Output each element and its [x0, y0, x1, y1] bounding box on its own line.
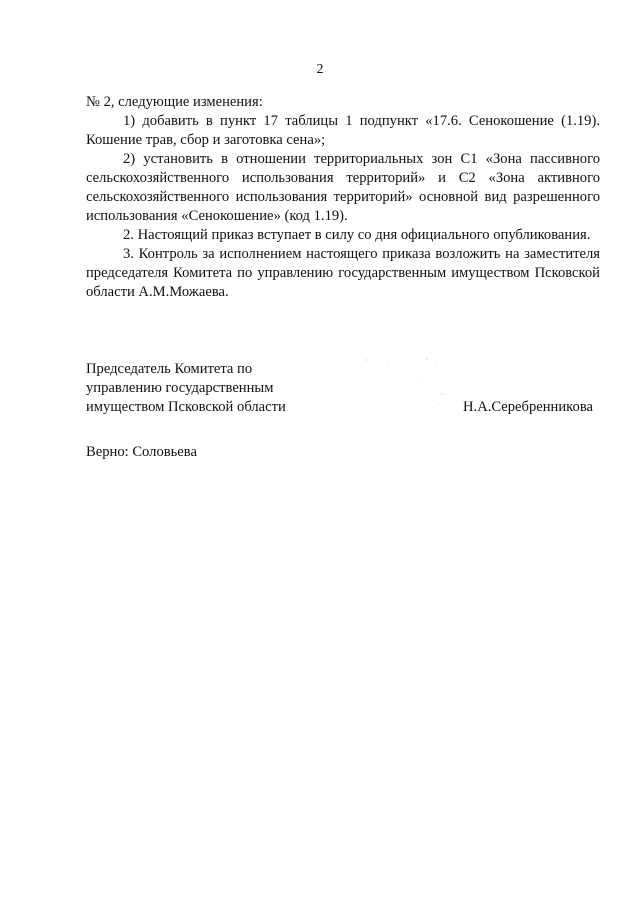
- certified-copy-note: Верно: Соловьева: [86, 444, 197, 460]
- paragraph-clause-2: 2. Настоящий приказ вступает в силу со дня официального опубликования.: [123, 227, 591, 243]
- paragraph-clause-3: 3. Контроль за исполнением настоящего приказа возложить на заместителя председателя Комитета по управлению государственным имуществом Псковской области А.М.Можаева.: [86, 246, 600, 300]
- signature-block: [86, 360, 600, 417]
- document-body: [86, 93, 600, 302]
- signatory-title-line-2: управлению государственным: [86, 380, 274, 396]
- signatory-title-line-1: Председатель Комитета по: [86, 361, 253, 377]
- paragraph-item-2: 2) установить в отношении территориальных зон С1 «Зона пассивного сельскохозяйственного использования территорий» и С2 «Зона активного сельскохозяйственного использования территорий» основной вид разрешенного использования «Сенокошение» (код 1.19).: [86, 151, 600, 224]
- signatory-title-line-3: имуществом Псковской области: [86, 399, 286, 415]
- signatory-name: Н.А.Серебренникова: [463, 399, 593, 415]
- paragraph-item-1: 1) добавить в пункт 17 таблицы 1 подпункт «17.6. Сенокошение (1.19). Кошение трав, сбор и заготовка сена»;: [86, 113, 600, 148]
- page-number: 2: [316, 62, 324, 77]
- paragraph-intro: № 2, следующие изменения:: [86, 94, 263, 110]
